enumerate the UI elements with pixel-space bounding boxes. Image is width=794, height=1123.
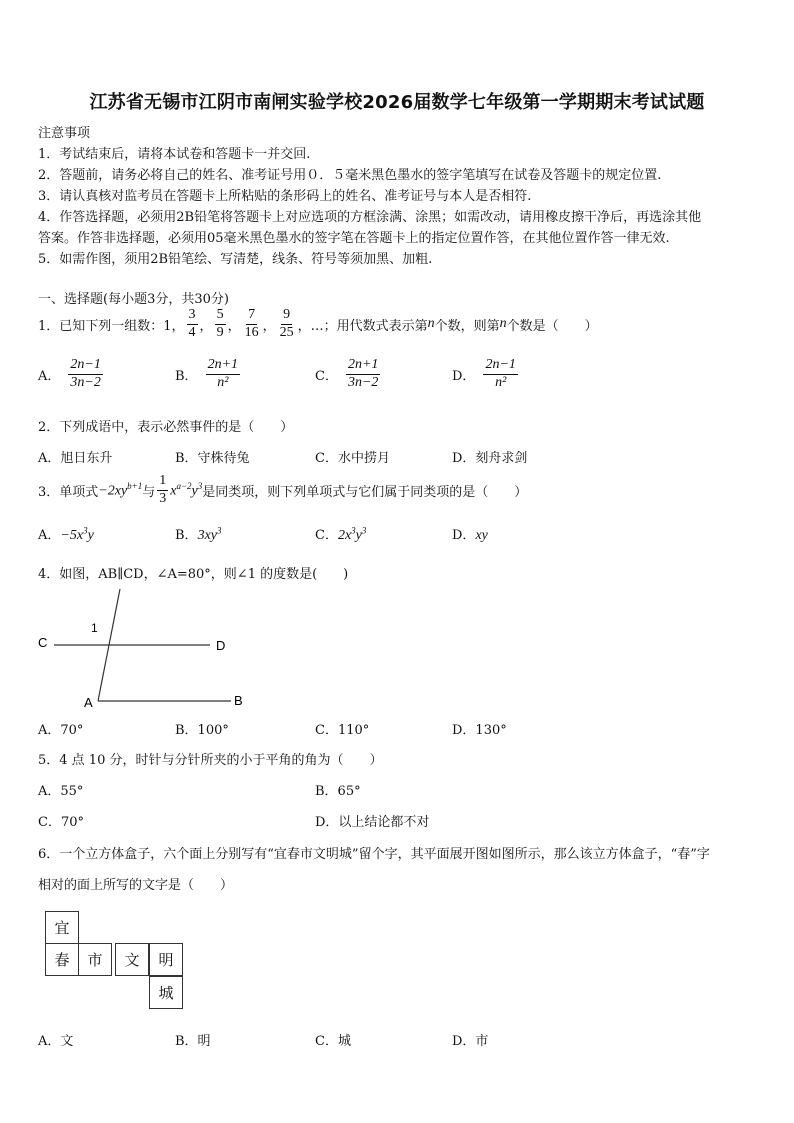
label-b: B xyxy=(234,693,243,708)
q3-term1: $-2xy^{b+1}$ xyxy=(98,480,143,499)
notice-heading: 注意事项 xyxy=(38,126,91,141)
notice-item: 5．如需作图，须用2B铅笔绘、写清楚，线条、符号等须加黑、加粗. xyxy=(38,252,433,267)
q1-var-n: n xyxy=(427,316,435,332)
label-c: C xyxy=(38,635,48,650)
q4-option-a: A．70° xyxy=(38,723,84,738)
section-heading: 一、选择题(每小题3分，共30分) xyxy=(38,292,229,307)
cube-net-face: 文 xyxy=(115,943,149,976)
question-1-stem: 1．已知下列一组数：1， $\frac{3}{4}$ ， $\frac{5}{9}$ ， $\frac{7}{16}$ ， $\frac{9}{25}$ ，…；用代数式表示第 n 个数，则第 n 个数是（ ） xyxy=(38,307,598,340)
label-d: D xyxy=(216,638,226,653)
cube-net-face: 城 xyxy=(149,976,183,1009)
notice-item: 答案。作答非选择题，必须用05毫米黑色墨水的签字笔在答题卡上的指定位置作答，在其他位置作答一律无效. xyxy=(38,231,670,246)
q6-option-b: B．明 xyxy=(175,1034,211,1049)
q2-option-d: D．刻舟求剑 xyxy=(452,451,528,466)
q1-seq-frac: $\frac{9}{25}$ xyxy=(279,307,294,340)
q1-option-b: B． $\frac{2n+1}{\text{n²}}$ xyxy=(175,357,239,390)
label-angle-1: 1 xyxy=(91,621,98,635)
cube-net-face: 春 xyxy=(45,943,79,976)
q3-suffix: 是同类项，则下列单项式与它们属于同类项的是（ ） xyxy=(202,484,528,500)
q6-option-c: C．城 xyxy=(315,1034,351,1049)
q2-option-b: B．守株待兔 xyxy=(175,451,250,466)
q1-seq-frac: $\frac{7}{16}$ xyxy=(244,307,259,340)
q3-prefix: 3．单项式 xyxy=(38,484,99,500)
q5-option-b: B．65° xyxy=(315,784,361,799)
notice-item: 4．作答选择题，必须用2B铅笔将答题卡上对应选项的方框涂满、涂黑；如需改动，请用橡皮擦干净后，再选涂其他 xyxy=(38,210,702,225)
q5-option-d: D．以上结论都不对 xyxy=(315,815,430,830)
q4-parallel-lines-figure xyxy=(36,585,256,710)
q3-option-d: D．xy xyxy=(452,528,488,543)
q3-term2: $x^{a-2}y^3$ xyxy=(170,480,203,499)
q1-var-n: n xyxy=(499,316,507,332)
q5-option-c: C．70° xyxy=(38,815,84,830)
q4-option-b: B．100° xyxy=(175,723,229,738)
question-3-stem xyxy=(38,474,527,506)
q4-option-c: C．110° xyxy=(315,723,370,738)
q1-end: 个数是（ ） xyxy=(506,318,598,334)
q1-seq-frac: $\frac{3}{4}$ xyxy=(188,307,196,340)
notice-item: 2．答题前，请务必将自己的姓名、准考证号用０．５毫米黑色墨水的签字笔填写在试卷及答题卡的规定位置. xyxy=(38,168,662,183)
q1-mid: 个数，则第 xyxy=(434,318,500,334)
q6-option-a: A．文 xyxy=(38,1034,74,1049)
question-5-stem: 5．4 点 10 分，时针与分针所夹的小于平角的角为（ ） xyxy=(38,753,383,768)
q5-option-a: A．55° xyxy=(38,784,84,799)
question-4-stem: 4．如图，AB∥CD，∠A=80°，则∠1 的度数是( ) xyxy=(38,567,349,582)
notice-item: 1．考试结束后，请将本试卷和答题卡一并交回. xyxy=(38,147,311,162)
q3-option-c: C．$2x^3y^3$ xyxy=(315,525,367,543)
q1-suffix: ，…；用代数式表示第 xyxy=(297,318,428,334)
q4-option-d: D．130° xyxy=(452,723,507,738)
q1-option-d: D． $\frac{2n-1}{\text{n²}}$ xyxy=(452,357,516,390)
exam-title: 江苏省无锡市江阴市南闸实验学校2026届数学七年级第一学期期末考试试题 xyxy=(89,92,705,113)
q3-option-b: B．$3xy^3$ xyxy=(175,525,222,543)
question-6-stem-line2: 相对的面上所写的文字是（ ） xyxy=(38,878,234,893)
cube-net-face: 明 xyxy=(149,943,183,976)
cube-net-face: 宜 xyxy=(45,911,79,944)
q2-option-a: A．旭日东升 xyxy=(38,451,113,466)
q3-option-a: A．$-5x^3y$ xyxy=(38,525,94,543)
q1-option-c: C． $\frac{2n+1}{3n-2}$ xyxy=(315,357,379,390)
notice-item: 3．请认真核对监考员在答题卡上所粘贴的条形码上的姓名、准考证号与本人是否相符. xyxy=(38,189,532,204)
q1-option-a: A． $\frac{2n-1}{3n-2}$ xyxy=(38,357,101,390)
q1-seq-frac: $\frac{5}{9}$ xyxy=(216,307,224,340)
q3-coef: $\frac{1}{3}$ xyxy=(159,473,167,506)
q2-option-c: C．水中捞月 xyxy=(315,451,390,466)
cube-net-face: 市 xyxy=(78,943,112,976)
q3-with: 与 xyxy=(142,484,156,500)
question-6-stem-line1: 6．一个立方体盒子，六个面上分别写有“宜春市文明城”留个字，其平面展开图如图所示，那么该立方体盒子，“春”字 xyxy=(38,847,710,862)
label-a: A xyxy=(84,695,93,710)
question-2-stem: 2．下列成语中，表示必然事件的是（ ） xyxy=(38,420,294,435)
q6-option-d: D．市 xyxy=(452,1034,489,1049)
q1-prefix: 1．已知下列一组数：1， xyxy=(38,318,185,334)
